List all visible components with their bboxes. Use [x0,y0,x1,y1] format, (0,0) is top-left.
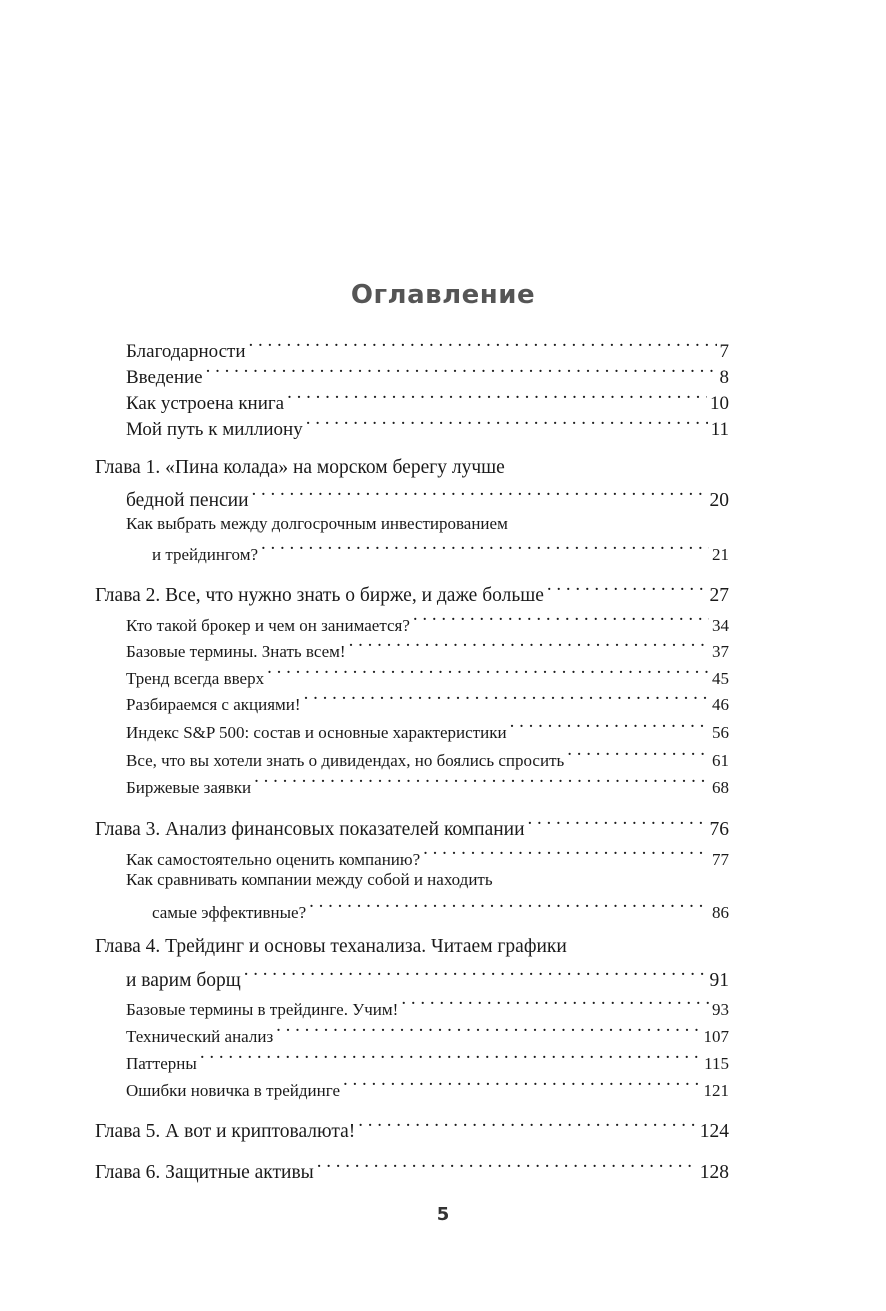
toc-entry-label: Глава 3. Анализ финансовых показателей компании [95,819,525,840]
toc-entry-page: 128 [699,1162,729,1183]
dot-leader [249,333,717,357]
toc-entry-label: Ошибки новичка в трейдинге [126,1081,340,1100]
dot-leader [358,1113,697,1137]
toc-entry-label: Введение [126,367,203,388]
chapter-4-title-line1[interactable]: Глава 4. Трейдинг и основы теханализа. Читаем графики [95,936,567,957]
toc-entry-label: Мой путь к миллиону [126,419,303,440]
toc-entry[interactable] [126,686,729,717]
dot-leader [423,841,709,865]
toc-entry-label: и варим борщ [126,970,241,991]
toc-entry-label: Благодарности [126,341,246,362]
chapter-3-sub-line1[interactable]: Как сравнивать компании между собой и находить [126,870,493,889]
toc-entry[interactable] [126,714,729,745]
dot-leader [200,1045,701,1069]
toc-entry-page: 61 [712,751,729,770]
toc-entry[interactable] [152,894,729,925]
dot-leader [206,359,717,383]
dot-leader [510,714,709,738]
toc-entry[interactable] [126,769,729,800]
toc-entry-label: Базовые термины в трейдинге. Учим! [126,1000,399,1019]
dot-leader [304,686,709,710]
toc-entry-page: 8 [719,367,729,388]
toc-entry-label: Глава 6. Защитные активы [95,1162,314,1183]
toc-entry-page: 124 [699,1121,729,1142]
dot-leader [252,482,707,506]
toc-entry-page: 45 [712,669,729,688]
toc-entry-label: Технический анализ [126,1027,274,1046]
toc-entry-page: 91 [709,970,729,991]
dot-leader [276,1018,700,1042]
dot-leader [547,577,707,601]
dot-leader [267,660,709,684]
toc-entry-page: 68 [712,778,729,797]
dot-leader [413,607,709,631]
toc-entry-label: Тренд всегда вверх [126,669,265,688]
toc-entry-page: 7 [719,341,729,362]
toc-entry-label: Все, что вы хотели знать о дивидендах, но боялись спросить [126,751,565,770]
dot-leader [287,385,707,409]
chapter-5-entry[interactable] [95,1113,729,1144]
dot-leader [244,962,707,986]
toc-entry-page: 115 [704,1054,729,1073]
toc-entry-label: Как устроена книга [126,393,285,414]
chapter-6-entry[interactable] [95,1154,729,1185]
dot-leader [349,633,709,657]
chapter-1-sub-line1[interactable]: Как выбрать между долгосрочным инвестированием [126,514,508,533]
toc-entry-label: Как самостоятельно оценить компанию? [126,850,421,869]
toc-entry-label: Разбираемся с акциями! [126,695,301,714]
chapter-2-entry[interactable] [95,577,729,608]
toc-entry-page: 121 [703,1081,729,1100]
dot-leader [528,811,707,835]
toc-entry-label: Паттерны [126,1054,197,1073]
toc-entry-page: 20 [709,490,729,511]
toc-entry-page: 93 [712,1000,729,1019]
toc-entry-label: самые эффективные? [152,903,307,922]
chapter-1-entry[interactable] [126,482,729,513]
toc-entry-label: Базовые термины. Знать всем! [126,642,346,661]
dot-leader [309,894,709,918]
chapter-1-title-line1[interactable]: Глава 1. «Пина колада» на морском берегу лучше [95,457,505,478]
toc-entry-page: 86 [712,903,729,922]
chapter-3-entry[interactable] [95,811,729,842]
toc-entry-page: 76 [709,819,729,840]
toc-entry-label: бедной пенсии [126,490,249,511]
chapter-4-entry[interactable] [126,962,729,993]
toc-entry-page: 27 [709,585,729,606]
toc-entry-page: 10 [710,393,729,414]
toc-entry[interactable] [126,1072,729,1103]
dot-leader [343,1072,701,1096]
toc-entry-page: 34 [712,616,729,635]
toc-entry-page: 56 [712,723,729,742]
toc-entry-page: 11 [710,419,729,440]
toc-entry-label: Кто такой брокер и чем он занимается? [126,616,410,635]
toc-entry-label: Индекс S&P 500: состав и основные характеристики [126,723,507,742]
dot-leader [317,1154,697,1178]
dot-leader [254,769,709,793]
toc-entry-label: Глава 5. А вот и криптовалюта! [95,1121,356,1142]
dot-leader [306,411,708,435]
toc-entry-label: и трейдингом? [152,545,259,564]
toc-entry-page: 107 [703,1027,729,1046]
toc-entry-page: 77 [712,850,729,869]
toc-entry[interactable] [152,536,729,567]
toc-entry-page: 21 [712,545,729,564]
toc-entry-label: Глава 2. Все, что нужно знать о бирже, и даже больше [95,585,544,606]
toc-entry-page: 37 [712,642,729,661]
toc-entry-page: 46 [712,695,729,714]
page-number: 5 [436,1204,450,1225]
toc-entry[interactable] [126,411,729,442]
page-title: Оглавление [350,280,536,310]
dot-leader [567,742,709,766]
dot-leader [401,991,709,1015]
dot-leader [261,536,709,560]
toc-entry-label: Биржевые заявки [126,778,252,797]
